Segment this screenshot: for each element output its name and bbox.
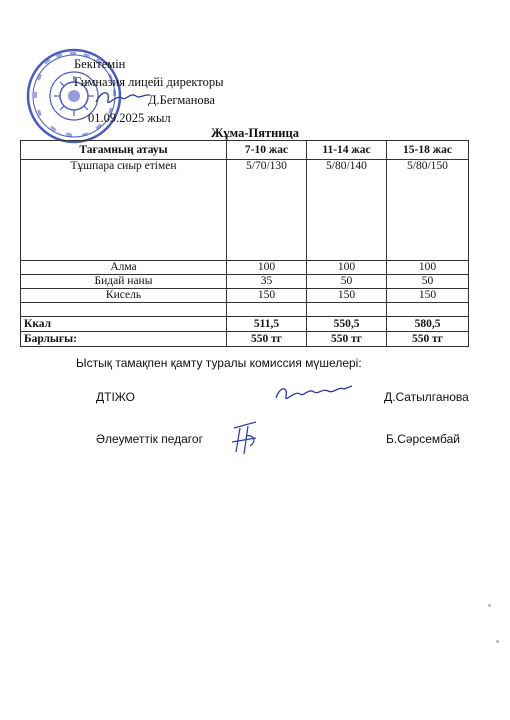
total-label: Барлығы:: [21, 332, 227, 347]
director-title: Гимназия лицейі директоры: [74, 75, 224, 89]
table-row-empty: [21, 303, 469, 317]
cell-empty: [307, 303, 387, 317]
kcal-value: 511,5: [227, 317, 307, 332]
director-name: Д.Бегманова: [148, 93, 215, 107]
header-age-15-18: 15-18 жас: [387, 141, 469, 160]
total-value: 550 тг: [227, 332, 307, 347]
cell-dish: Тұшпара сиыр етімен: [21, 160, 227, 261]
cell-value: 35: [227, 275, 307, 289]
cell-value: 5/80/140: [307, 160, 387, 261]
director-signature: [92, 86, 152, 110]
header-age-7-10: 7-10 жас: [227, 141, 307, 160]
cell-empty: [21, 303, 227, 317]
scan-speck: [496, 640, 499, 643]
signature-sarsembay: [226, 416, 266, 456]
cell-value: 100: [227, 261, 307, 275]
scan-speck: [488, 604, 491, 607]
day-title: Жұма-Пятница: [211, 126, 299, 140]
cell-value: 100: [387, 261, 469, 275]
table-row: [21, 289, 469, 303]
cell-value: 150: [387, 289, 469, 303]
header-dish-name: Тағамның атауы: [21, 141, 227, 160]
header-age-11-14: 11-14 жас: [307, 141, 387, 160]
kcal-label: Ккал: [21, 317, 227, 332]
kcal-row: [21, 317, 469, 332]
cell-value: 150: [307, 289, 387, 303]
table-row: [21, 160, 469, 261]
signatory-role: Әлеуметтік педагог: [96, 432, 203, 446]
total-value: 550 тг: [307, 332, 387, 347]
total-row: [21, 332, 469, 347]
approval-label: Бекітемін: [74, 57, 126, 71]
cell-empty: [387, 303, 469, 317]
cell-value: 50: [387, 275, 469, 289]
kcal-value: 580,5: [387, 317, 469, 332]
signatory-name: Д.Сатылганова: [384, 390, 469, 404]
table-header-row: [21, 141, 469, 160]
commission-title: Ыстық тамақпен қамту туралы комиссия мүшелері:: [76, 356, 362, 370]
cell-dish: Бидай наны: [21, 275, 227, 289]
cell-empty: [227, 303, 307, 317]
kcal-value: 550,5: [307, 317, 387, 332]
cell-dish: Кисель: [21, 289, 227, 303]
cell-value: 150: [227, 289, 307, 303]
signatory-name: Б.Сәрсембай: [386, 432, 460, 446]
table-row: [21, 261, 469, 275]
cell-value: 50: [307, 275, 387, 289]
table-row: [21, 275, 469, 289]
cell-value: 100: [307, 261, 387, 275]
signature-satylganova: [272, 380, 356, 408]
signatory-role: ДТІЖО: [96, 390, 135, 404]
total-value: 550 тг: [387, 332, 469, 347]
cell-value: 5/70/130: [227, 160, 307, 261]
menu-table: [20, 140, 469, 347]
approval-date: 01.09.2025 жыл: [88, 111, 171, 125]
cell-dish: Алма: [21, 261, 227, 275]
cell-value: 5/80/150: [387, 160, 469, 261]
